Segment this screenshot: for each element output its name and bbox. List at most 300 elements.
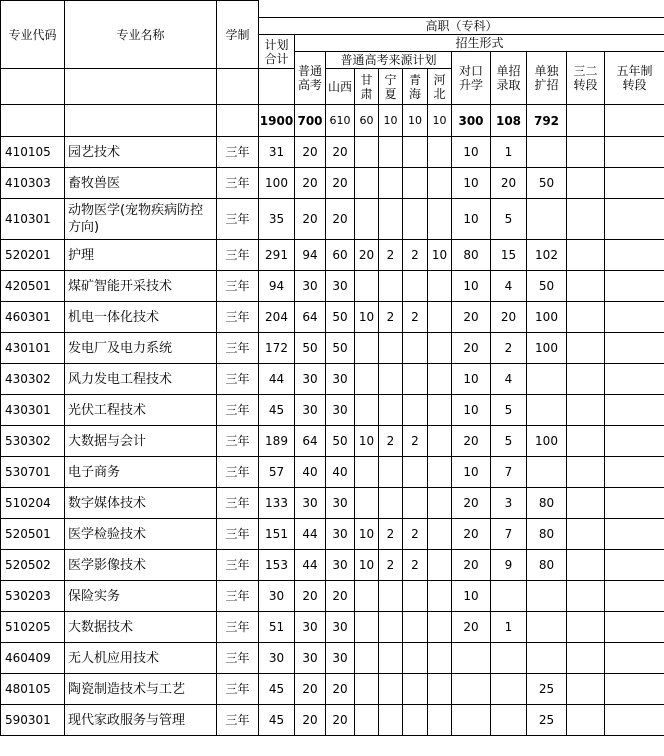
row-duration: 三年	[217, 137, 259, 168]
row-sanzer	[567, 199, 605, 240]
row-duration: 三年	[217, 426, 259, 457]
row-danduzhao: 102	[527, 240, 567, 271]
row-hebei	[428, 137, 452, 168]
row-plan-total: 133	[259, 488, 295, 519]
row-gaokao: 40	[295, 457, 326, 488]
header-name: 专业名称	[65, 1, 217, 69]
row-gaokao: 30	[295, 395, 326, 426]
row-name: 大数据技术	[65, 612, 217, 643]
row-duikou: 10	[452, 168, 491, 199]
row-qinghai	[403, 137, 428, 168]
row-gaokao: 44	[295, 550, 326, 581]
row-hebei	[428, 705, 452, 736]
row-duration: 三年	[217, 674, 259, 705]
row-ningxia	[379, 333, 403, 364]
row-sanzer	[567, 168, 605, 199]
row-gansu	[355, 199, 379, 240]
row-name: 保险实务	[65, 581, 217, 612]
row-duration: 三年	[217, 333, 259, 364]
row-plan-total: 35	[259, 199, 295, 240]
row-danduzhao: 50	[527, 168, 567, 199]
header-shanxi: 山西	[326, 69, 355, 105]
row-hebei	[428, 643, 452, 674]
row-qinghai	[403, 395, 428, 426]
row-name: 动物医学(宠物疾病防控方向)	[65, 199, 217, 240]
row-code: 520201	[1, 240, 65, 271]
row-gaokao: 30	[295, 612, 326, 643]
row-qinghai	[403, 199, 428, 240]
header-code-spacer	[1, 69, 65, 105]
row-wunian	[605, 364, 664, 395]
table-row	[1, 674, 664, 705]
row-code: 510205	[1, 612, 65, 643]
row-danduzhao	[527, 199, 567, 240]
row-duikou: 10	[452, 364, 491, 395]
row-duration: 三年	[217, 364, 259, 395]
row-name: 无人机应用技术	[65, 643, 217, 674]
row-sanzer	[567, 137, 605, 168]
row-code: 460409	[1, 643, 65, 674]
totals-name	[65, 105, 217, 137]
row-gansu	[355, 137, 379, 168]
row-plan-total: 30	[259, 643, 295, 674]
row-danzhao: 5	[491, 199, 527, 240]
row-sanzer	[567, 302, 605, 333]
row-danzhao: 5	[491, 395, 527, 426]
row-plan-total: 189	[259, 426, 295, 457]
row-hebei	[428, 333, 452, 364]
row-ningxia	[379, 457, 403, 488]
row-duration: 三年	[217, 488, 259, 519]
row-hebei	[428, 364, 452, 395]
row-danzhao	[491, 581, 527, 612]
row-gaokao: 30	[295, 271, 326, 302]
row-qinghai	[403, 643, 428, 674]
header-gansu: 甘 肃	[355, 69, 379, 105]
total-danduzhao: 792	[527, 105, 567, 137]
row-hebei	[428, 199, 452, 240]
row-duikou: 10	[452, 457, 491, 488]
row-danzhao	[491, 674, 527, 705]
row-gansu: 10	[355, 519, 379, 550]
row-duikou: 10	[452, 137, 491, 168]
row-sanzer	[567, 581, 605, 612]
row-danzhao: 3	[491, 488, 527, 519]
row-danzhao: 7	[491, 519, 527, 550]
row-gaokao: 20	[295, 674, 326, 705]
row-wunian	[605, 302, 664, 333]
header-wunian: 五年制 转段	[605, 52, 664, 105]
row-hebei	[428, 581, 452, 612]
row-wunian	[605, 333, 664, 364]
row-shanxi: 20	[326, 581, 355, 612]
row-sanzer	[567, 488, 605, 519]
row-duration: 三年	[217, 705, 259, 736]
row-wunian	[605, 643, 664, 674]
row-shanxi: 30	[326, 271, 355, 302]
row-ningxia	[379, 581, 403, 612]
row-name: 光伏工程技术	[65, 395, 217, 426]
row-hebei	[428, 168, 452, 199]
row-gansu: 20	[355, 240, 379, 271]
row-code: 520502	[1, 550, 65, 581]
total-shanxi: 610	[326, 105, 355, 137]
row-duikou: 10	[452, 271, 491, 302]
row-duration: 三年	[217, 271, 259, 302]
row-name: 机电一体化技术	[65, 302, 217, 333]
row-duikou: 20	[452, 550, 491, 581]
row-gaokao: 20	[295, 168, 326, 199]
row-code: 410303	[1, 168, 65, 199]
row-wunian	[605, 519, 664, 550]
row-gaokao: 94	[295, 240, 326, 271]
row-danduzhao	[527, 395, 567, 426]
header-source-plan: 普通高考来源计划	[326, 52, 452, 69]
table-row	[1, 199, 664, 240]
row-gaokao: 64	[295, 302, 326, 333]
row-qinghai	[403, 581, 428, 612]
row-danduzhao: 100	[527, 426, 567, 457]
row-gaokao: 30	[295, 488, 326, 519]
row-hebei	[428, 519, 452, 550]
row-qinghai	[403, 674, 428, 705]
header-enroll-form: 招生形式	[295, 35, 664, 52]
row-name: 大数据与会计	[65, 426, 217, 457]
header-name-spacer	[65, 69, 217, 105]
row-hebei	[428, 488, 452, 519]
row-ningxia: 2	[379, 550, 403, 581]
row-duikou: 20	[452, 333, 491, 364]
row-gansu: 10	[355, 426, 379, 457]
row-gaokao: 20	[295, 199, 326, 240]
row-qinghai: 2	[403, 302, 428, 333]
header-blank-top	[259, 1, 664, 18]
header-duikou: 对口 升学	[452, 52, 491, 105]
row-gaokao: 50	[295, 333, 326, 364]
table-row	[1, 705, 664, 736]
row-code: 530203	[1, 581, 65, 612]
row-gansu	[355, 581, 379, 612]
row-name: 发电厂及电力系统	[65, 333, 217, 364]
row-duikou: 20	[452, 519, 491, 550]
row-plan-total: 291	[259, 240, 295, 271]
row-code: 460301	[1, 302, 65, 333]
row-shanxi: 30	[326, 550, 355, 581]
table-row	[1, 364, 664, 395]
row-wunian	[605, 674, 664, 705]
row-duration: 三年	[217, 302, 259, 333]
total-danzhao: 108	[491, 105, 527, 137]
row-duikou: 80	[452, 240, 491, 271]
row-plan-total: 31	[259, 137, 295, 168]
row-sanzer	[567, 364, 605, 395]
row-gaokao: 44	[295, 519, 326, 550]
row-duration: 三年	[217, 612, 259, 643]
row-gaokao: 20	[295, 705, 326, 736]
table-row	[1, 302, 664, 333]
row-ningxia	[379, 137, 403, 168]
row-danzhao	[491, 643, 527, 674]
row-duikou: 10	[452, 395, 491, 426]
row-qinghai	[403, 168, 428, 199]
row-code: 530302	[1, 426, 65, 457]
row-danduzhao	[527, 364, 567, 395]
row-code: 430101	[1, 333, 65, 364]
totals-code	[1, 105, 65, 137]
row-danduzhao: 50	[527, 271, 567, 302]
row-wunian	[605, 137, 664, 168]
table-row	[1, 457, 664, 488]
header-danduzhao: 单独 扩招	[527, 52, 567, 105]
row-code: 430302	[1, 364, 65, 395]
header-code: 专业代码	[1, 1, 65, 69]
row-qinghai	[403, 271, 428, 302]
row-hebei	[428, 271, 452, 302]
row-shanxi: 50	[326, 333, 355, 364]
row-code: 520501	[1, 519, 65, 550]
row-gansu: 10	[355, 302, 379, 333]
row-name: 数字媒体技术	[65, 488, 217, 519]
row-duration: 三年	[217, 643, 259, 674]
row-sanzer	[567, 271, 605, 302]
header-ningxia: 宁 夏	[379, 69, 403, 105]
row-qinghai	[403, 333, 428, 364]
row-danduzhao: 100	[527, 302, 567, 333]
row-duikou: 20	[452, 612, 491, 643]
row-danzhao: 1	[491, 612, 527, 643]
row-shanxi: 40	[326, 457, 355, 488]
total-plan: 1900	[259, 105, 295, 137]
row-shanxi: 20	[326, 168, 355, 199]
row-qinghai	[403, 364, 428, 395]
row-ningxia	[379, 705, 403, 736]
row-plan-total: 44	[259, 364, 295, 395]
table-row	[1, 333, 664, 364]
row-wunian	[605, 550, 664, 581]
row-sanzer	[567, 395, 605, 426]
row-ningxia: 2	[379, 426, 403, 457]
row-gansu	[355, 271, 379, 302]
header-plan-total: 计划 合计	[259, 35, 295, 69]
row-duration: 三年	[217, 240, 259, 271]
total-duikou: 300	[452, 105, 491, 137]
row-code: 530701	[1, 457, 65, 488]
total-gaokao: 700	[295, 105, 326, 137]
row-plan-total: 45	[259, 705, 295, 736]
row-plan-total: 57	[259, 457, 295, 488]
row-code: 590301	[1, 705, 65, 736]
row-gansu	[355, 333, 379, 364]
row-danzhao: 4	[491, 364, 527, 395]
row-ningxia	[379, 395, 403, 426]
row-danzhao: 2	[491, 333, 527, 364]
header-gaozhi: 高职（专科）	[259, 18, 664, 35]
row-duration: 三年	[217, 457, 259, 488]
header-gaokao: 普通 高考	[295, 52, 326, 105]
row-danzhao: 15	[491, 240, 527, 271]
row-hebei	[428, 395, 452, 426]
row-name: 煤矿智能开采技术	[65, 271, 217, 302]
table-row	[1, 137, 664, 168]
row-plan-total: 153	[259, 550, 295, 581]
row-code: 430301	[1, 395, 65, 426]
row-danzhao: 4	[491, 271, 527, 302]
row-ningxia	[379, 199, 403, 240]
header-duration-spacer	[217, 69, 259, 105]
row-hebei	[428, 550, 452, 581]
row-danzhao: 9	[491, 550, 527, 581]
row-duikou: 20	[452, 426, 491, 457]
row-plan-total: 94	[259, 271, 295, 302]
row-duikou: 20	[452, 488, 491, 519]
header-hebei: 河 北	[428, 69, 452, 105]
totals-row	[1, 105, 664, 137]
header-danzhao: 单招 录取	[491, 52, 527, 105]
row-duikou	[452, 643, 491, 674]
row-duikou	[452, 674, 491, 705]
row-shanxi: 30	[326, 643, 355, 674]
row-shanxi: 20	[326, 674, 355, 705]
row-gansu: 10	[355, 550, 379, 581]
row-shanxi: 30	[326, 612, 355, 643]
row-wunian	[605, 395, 664, 426]
row-danduzhao	[527, 581, 567, 612]
row-duikou	[452, 705, 491, 736]
row-shanxi: 30	[326, 364, 355, 395]
header-qinghai: 青 海	[403, 69, 428, 105]
row-wunian	[605, 581, 664, 612]
row-ningxia	[379, 488, 403, 519]
row-qinghai	[403, 612, 428, 643]
row-code: 410105	[1, 137, 65, 168]
row-qinghai: 2	[403, 550, 428, 581]
total-qinghai: 10	[403, 105, 428, 137]
table-row	[1, 643, 664, 674]
row-gansu	[355, 364, 379, 395]
row-sanzer	[567, 612, 605, 643]
header-duration: 学制	[217, 1, 259, 69]
row-ningxia: 2	[379, 519, 403, 550]
row-danzhao: 5	[491, 426, 527, 457]
row-duration: 三年	[217, 199, 259, 240]
row-duration: 三年	[217, 168, 259, 199]
row-code: 510204	[1, 488, 65, 519]
table-row	[1, 168, 664, 199]
row-danzhao: 7	[491, 457, 527, 488]
row-danduzhao: 100	[527, 333, 567, 364]
row-plan-total: 204	[259, 302, 295, 333]
row-danduzhao: 25	[527, 674, 567, 705]
row-wunian	[605, 612, 664, 643]
total-ningxia: 10	[379, 105, 403, 137]
row-wunian	[605, 488, 664, 519]
row-danduzhao: 80	[527, 519, 567, 550]
row-shanxi: 60	[326, 240, 355, 271]
table-row	[1, 612, 664, 643]
row-name: 电子商务	[65, 457, 217, 488]
row-name: 医学影像技术	[65, 550, 217, 581]
row-wunian	[605, 705, 664, 736]
header-plan-total-spacer	[259, 69, 295, 105]
row-name: 畜牧兽医	[65, 168, 217, 199]
row-name: 风力发电工程技术	[65, 364, 217, 395]
total-wunian	[605, 105, 664, 137]
table-row	[1, 550, 664, 581]
row-sanzer	[567, 550, 605, 581]
row-name: 现代家政服务与管理	[65, 705, 217, 736]
row-plan-total: 30	[259, 581, 295, 612]
row-danzhao: 20	[491, 302, 527, 333]
row-danduzhao	[527, 612, 567, 643]
row-gansu	[355, 643, 379, 674]
row-ningxia	[379, 643, 403, 674]
row-shanxi: 30	[326, 519, 355, 550]
row-qinghai	[403, 457, 428, 488]
row-duration: 三年	[217, 550, 259, 581]
row-code: 480105	[1, 674, 65, 705]
row-gaokao: 30	[295, 643, 326, 674]
row-danduzhao: 25	[527, 705, 567, 736]
row-danzhao: 1	[491, 137, 527, 168]
row-qinghai: 2	[403, 519, 428, 550]
row-plan-total: 45	[259, 674, 295, 705]
row-qinghai	[403, 705, 428, 736]
row-sanzer	[567, 705, 605, 736]
row-wunian	[605, 457, 664, 488]
row-plan-total: 100	[259, 168, 295, 199]
row-ningxia	[379, 364, 403, 395]
row-qinghai: 2	[403, 426, 428, 457]
row-name: 园艺技术	[65, 137, 217, 168]
row-hebei	[428, 457, 452, 488]
row-duration: 三年	[217, 519, 259, 550]
row-danzhao	[491, 705, 527, 736]
row-shanxi: 30	[326, 395, 355, 426]
row-gaokao: 20	[295, 137, 326, 168]
row-sanzer	[567, 519, 605, 550]
row-gaokao: 30	[295, 364, 326, 395]
row-danduzhao	[527, 137, 567, 168]
row-gansu	[355, 705, 379, 736]
row-sanzer	[567, 674, 605, 705]
table-row	[1, 395, 664, 426]
row-gansu	[355, 674, 379, 705]
row-shanxi: 50	[326, 426, 355, 457]
row-shanxi: 50	[326, 302, 355, 333]
row-code: 420501	[1, 271, 65, 302]
row-wunian	[605, 199, 664, 240]
row-wunian	[605, 426, 664, 457]
row-plan-total: 51	[259, 612, 295, 643]
row-duration: 三年	[217, 581, 259, 612]
row-plan-total: 45	[259, 395, 295, 426]
total-sanzer	[567, 105, 605, 137]
row-duikou: 10	[452, 581, 491, 612]
row-duikou: 20	[452, 302, 491, 333]
row-code: 410301	[1, 199, 65, 240]
row-danzhao: 20	[491, 168, 527, 199]
table-row	[1, 581, 664, 612]
table-row	[1, 488, 664, 519]
row-hebei: 10	[428, 240, 452, 271]
table-row	[1, 271, 664, 302]
row-gansu	[355, 612, 379, 643]
table-row	[1, 519, 664, 550]
row-name: 护理	[65, 240, 217, 271]
row-name: 医学检验技术	[65, 519, 217, 550]
row-shanxi: 30	[326, 488, 355, 519]
row-wunian	[605, 168, 664, 199]
